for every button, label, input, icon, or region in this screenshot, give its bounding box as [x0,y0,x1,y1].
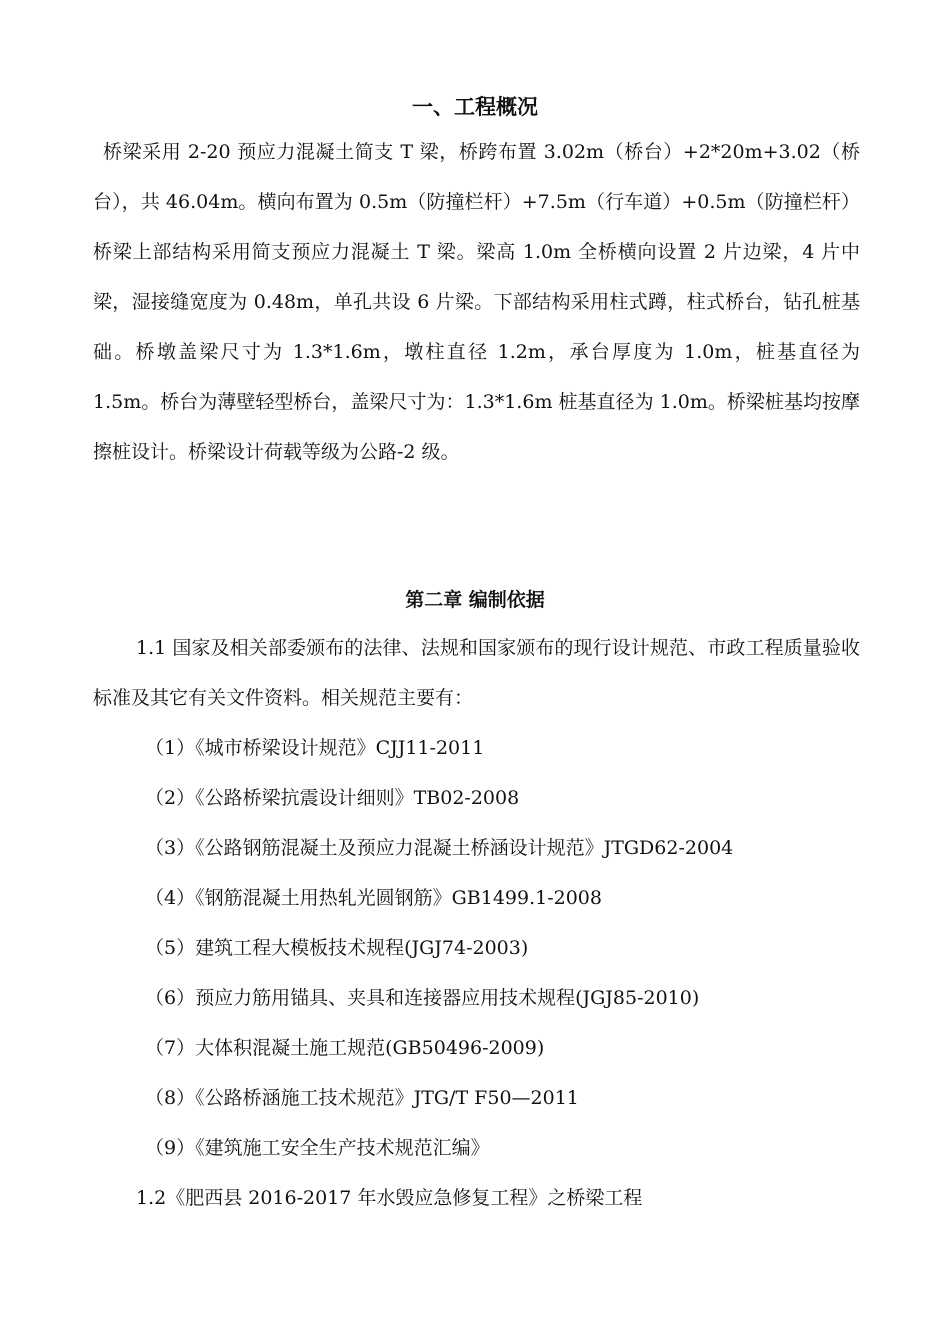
reference-item: （5）建筑工程大模板技术规程(JGJ74-2003) [145,937,529,959]
section-title-overview: 一、工程概况 [412,95,538,119]
chapter-title-basis: 第二章 编制依据 [405,589,545,611]
reference-item: （4）《钢筋混凝土用热轧光圆钢筋》GB1499.1-2008 [145,887,602,909]
basis-intro-paragraph: 1.1 国家及相关部委颁布的法律、法规和国家颁布的现行设计规范、市政工程质量验收标准及其它有关文件资料。相关规范主要有： [93,637,860,709]
reference-item: （9）《建筑施工安全生产技术规范汇编》 [145,1137,490,1159]
basis-item-1-2: 1.2《肥西县 2016-2017 年水毁应急修复工程》之桥梁工程 [136,1187,643,1209]
overview-paragraph: 桥梁采用 2-20 预应力混凝土简支 T 梁，桥跨布置 3.02m（桥台）+2*20m+3.02（桥台），共 46.04m。横向布置为 0.5m（防撞栏杆）+7.5m（行车道）+0.5m（防撞栏杆）桥梁上部结构采用简支预应力混凝土 T 梁。梁高 1.0m 全桥横向设置 2 片边梁，4 片中梁，湿接缝宽度为 0.48m，单孔共设 6 片梁。下部结构采用柱式蹲，柱式桥台，钻孔桩基础。桥墩盖梁尺寸为 1.3*1.6m，墩柱直径 1.2m，承台厚度为 1.0m，桩基直径为 1.5m。桥台为薄壁轻型桥台，盖梁尺寸为：1.3*1.6m 桩基直径为 1.0m。桥梁桩基均按摩擦桩设计。桥梁设计荷载等级为公路-2 级。 [93,141,860,463]
reference-item: （7）大体积混凝土施工规范(GB50496-2009) [145,1037,545,1059]
reference-list [145,723,733,1173]
reference-item: （2）《公路桥梁抗震设计细则》TB02-2008 [145,787,520,809]
reference-item: （3）《公路钢筋混凝土及预应力混凝土桥涵设计规范》JTGD62-2004 [145,837,734,859]
reference-item: （6）预应力筋用锚具、夹具和连接器应用技术规程(JGJ85-2010) [145,987,700,1009]
reference-item: （1）《城市桥梁设计规范》CJJ11-2011 [145,737,485,759]
reference-item: （8）《公路桥涵施工技术规范》JTG/T F50—2011 [145,1087,579,1109]
